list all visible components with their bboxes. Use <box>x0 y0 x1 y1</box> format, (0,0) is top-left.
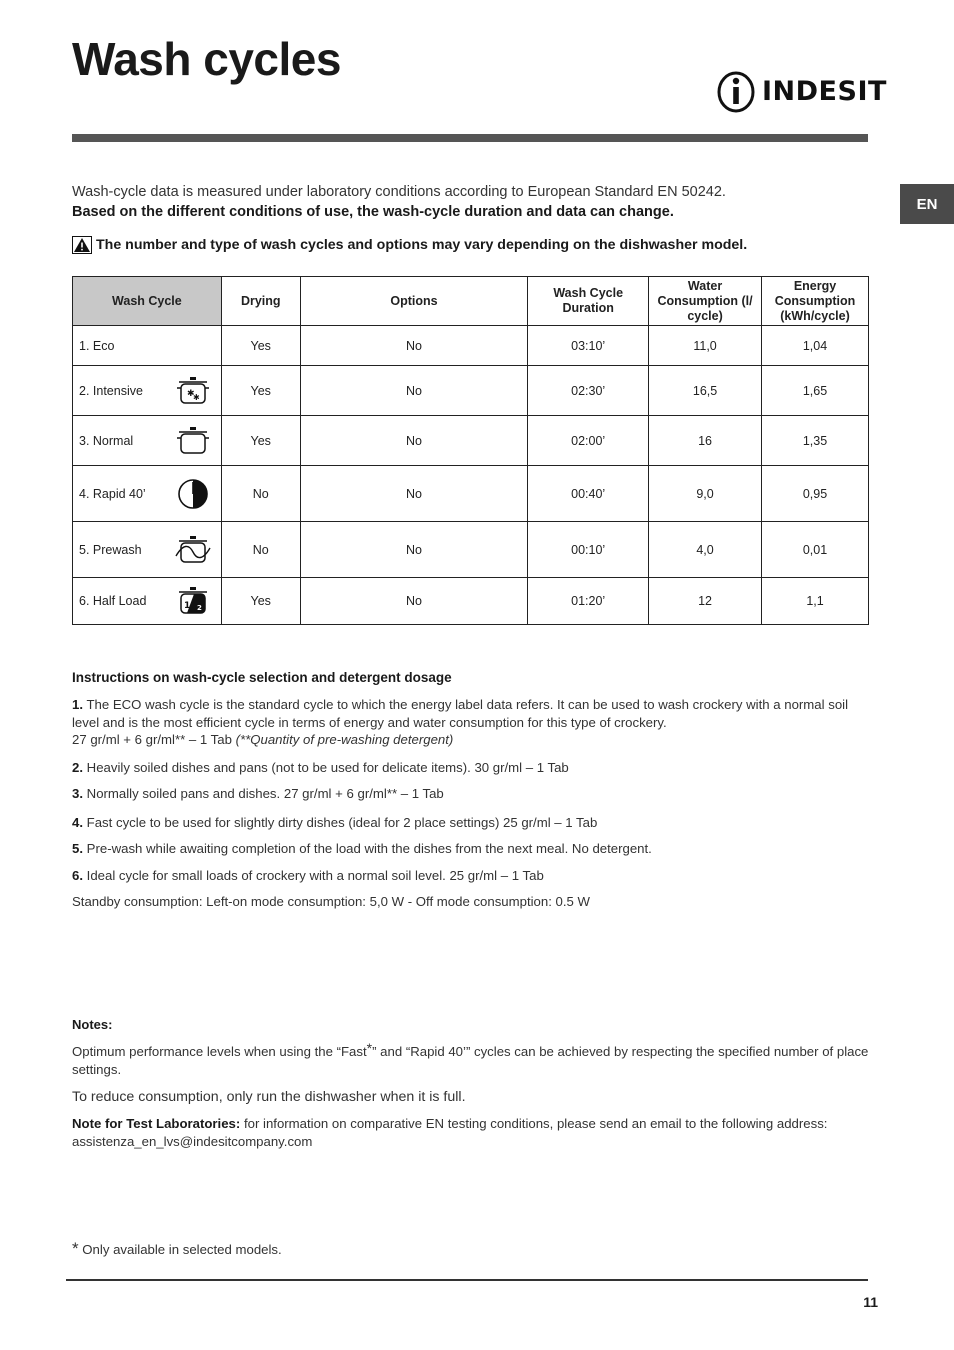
page-number: 11 <box>863 1294 878 1310</box>
svg-text:✱: ✱ <box>192 392 200 402</box>
cycle-water: 11,0 <box>649 326 762 366</box>
header-energy: Energy Consumption (kWh/cycle) <box>762 277 869 326</box>
cycle-drying: No <box>221 466 300 522</box>
cycle-water: 16 <box>649 416 762 466</box>
cycle-name: 6. Half Load 1 2 <box>73 578 222 625</box>
cycle-drying: Yes <box>221 578 300 625</box>
cycle-duration: 00:40’ <box>528 466 649 522</box>
table-row <box>73 366 869 416</box>
svg-text:2: 2 <box>196 604 202 612</box>
instruction-item: 4. Fast cycle to be used for slightly dirty dishes (ideal for 2 place settings) 25 gr/ml – 1 Tab <box>72 815 598 830</box>
svg-text:1: 1 <box>183 601 191 611</box>
cycle-energy: 0,95 <box>762 466 869 522</box>
cycle-options: No <box>300 578 528 625</box>
cycle-duration: 02:30’ <box>528 366 649 416</box>
warning-icon <box>72 236 92 254</box>
intro-bold-text: Based on the different conditions of use, the wash-cycle duration and data can change. <box>72 204 674 220</box>
instruction-item: 2. Heavily soiled dishes and pans (not to be used for delicate items). 30 gr/ml – 1 Tab <box>72 760 569 775</box>
warning-note <box>72 236 747 254</box>
table-row <box>73 578 869 625</box>
brand-i-icon <box>716 70 756 114</box>
cycle-name: 1. Eco <box>73 326 222 366</box>
header-duration: Wash Cycle Duration <box>528 277 649 326</box>
cycle-duration: 01:20’ <box>528 578 649 625</box>
cycle-drying: Yes <box>221 326 300 366</box>
brand-name: INDESIT <box>762 76 887 107</box>
cycle-energy: 1,1 <box>762 578 869 625</box>
table-row <box>73 466 869 522</box>
header-drying: Drying <box>221 277 300 326</box>
cycle-energy: 0,01 <box>762 522 869 578</box>
cycle-energy: 1,04 <box>762 326 869 366</box>
cycle-drying: No <box>221 522 300 578</box>
header-options: Options <box>300 277 528 326</box>
cycle-energy: 1,35 <box>762 416 869 466</box>
table-header-row <box>73 277 869 326</box>
cycle-options: No <box>300 522 528 578</box>
cycle-name: 2. Intensive ✱ ✱ <box>73 366 222 416</box>
instruction-item: 3. Normally soiled pans and dishes. 27 gr/ml + 6 gr/ml** – 1 Tab <box>72 786 444 801</box>
cycle-options: No <box>300 416 528 466</box>
intro-text: Wash-cycle data is measured under laboratory conditions according to European Standard EN 50242. <box>72 184 726 200</box>
notes-optimum: Optimum performance levels when using the “Fast*” and “Rapid 40’” cycles can be achieved by respecting the specified number of place settings. <box>72 1040 869 1077</box>
cycle-duration: 00:10’ <box>528 522 649 578</box>
header-water: Water Consumption (l/ cycle) <box>649 277 762 326</box>
cycle-duration: 02:00’ <box>528 416 649 466</box>
header-wash-cycle: Wash Cycle <box>73 277 222 326</box>
half-load-pot-icon <box>175 585 211 617</box>
table-row <box>73 326 869 366</box>
cycle-water: 9,0 <box>649 466 762 522</box>
cycle-options: No <box>300 466 528 522</box>
table-row <box>73 416 869 466</box>
intensive-pot-icon <box>175 375 211 407</box>
notes-reduce: To reduce consumption, only run the dishwasher when it is full. <box>72 1089 466 1105</box>
cycle-water: 12 <box>649 578 762 625</box>
cycle-water: 16,5 <box>649 366 762 416</box>
normal-pot-icon <box>175 425 211 457</box>
cycle-name: 5. Prewash <box>73 522 222 578</box>
cycle-duration: 03:10’ <box>528 326 649 366</box>
table-row <box>73 522 869 578</box>
svg-text:✱: ✱ <box>186 388 195 399</box>
rapid-clock-icon <box>175 478 211 510</box>
instruction-item: 5. Pre-wash while awaiting completion of the load with the dishes from the next meal. No detergent. <box>72 841 652 856</box>
cycle-name: 4. Rapid 40’ <box>73 466 222 522</box>
instructions-heading: Instructions on wash-cycle selection and detergent dosage <box>72 670 452 685</box>
wash-cycles-table <box>72 276 869 625</box>
brand-logo <box>716 70 887 114</box>
cycle-drying: Yes <box>221 366 300 416</box>
cycle-options: No <box>300 366 528 416</box>
cycle-energy: 1,65 <box>762 366 869 416</box>
top-divider <box>72 134 868 142</box>
bottom-divider <box>66 1279 868 1281</box>
instruction-item: 6. Ideal cycle for small loads of crockery with a normal soil level. 25 gr/ml – 1 Tab <box>72 868 544 883</box>
instruction-item: 1. The ECO wash cycle is the standard cycle to which the energy label data refers. It can be used to wash crockery with a normal soil level and is the most efficient cycle in terms of energy and water consumption for this type of crockery. 27 gr/ml + 6 gr/ml** – 1 Tab (**Quantity of pre-washing detergent) <box>72 697 849 747</box>
cycle-water: 4,0 <box>649 522 762 578</box>
prewash-pot-icon <box>175 534 211 566</box>
language-tab: EN <box>900 184 954 224</box>
standby-consumption: Standby consumption: Left-on mode consumption: 5,0 W - Off mode consumption: 0.5 W <box>72 894 590 909</box>
cycle-options: No <box>300 326 528 366</box>
notes-title: Notes: <box>72 1017 113 1032</box>
notes-lab: Note for Test Laboratories: for information on comparative EN testing conditions, please send an email to the following address: assistenza_en_lvs@indesitcompany.com <box>72 1116 828 1149</box>
page-title: Wash cycles <box>72 33 341 85</box>
footnote: * Only available in selected models. <box>72 1239 282 1258</box>
cycle-name: 3. Normal <box>73 416 222 466</box>
cycle-drying: Yes <box>221 416 300 466</box>
warning-text: The number and type of wash cycles and options may vary depending on the dishwasher model. <box>96 237 748 253</box>
